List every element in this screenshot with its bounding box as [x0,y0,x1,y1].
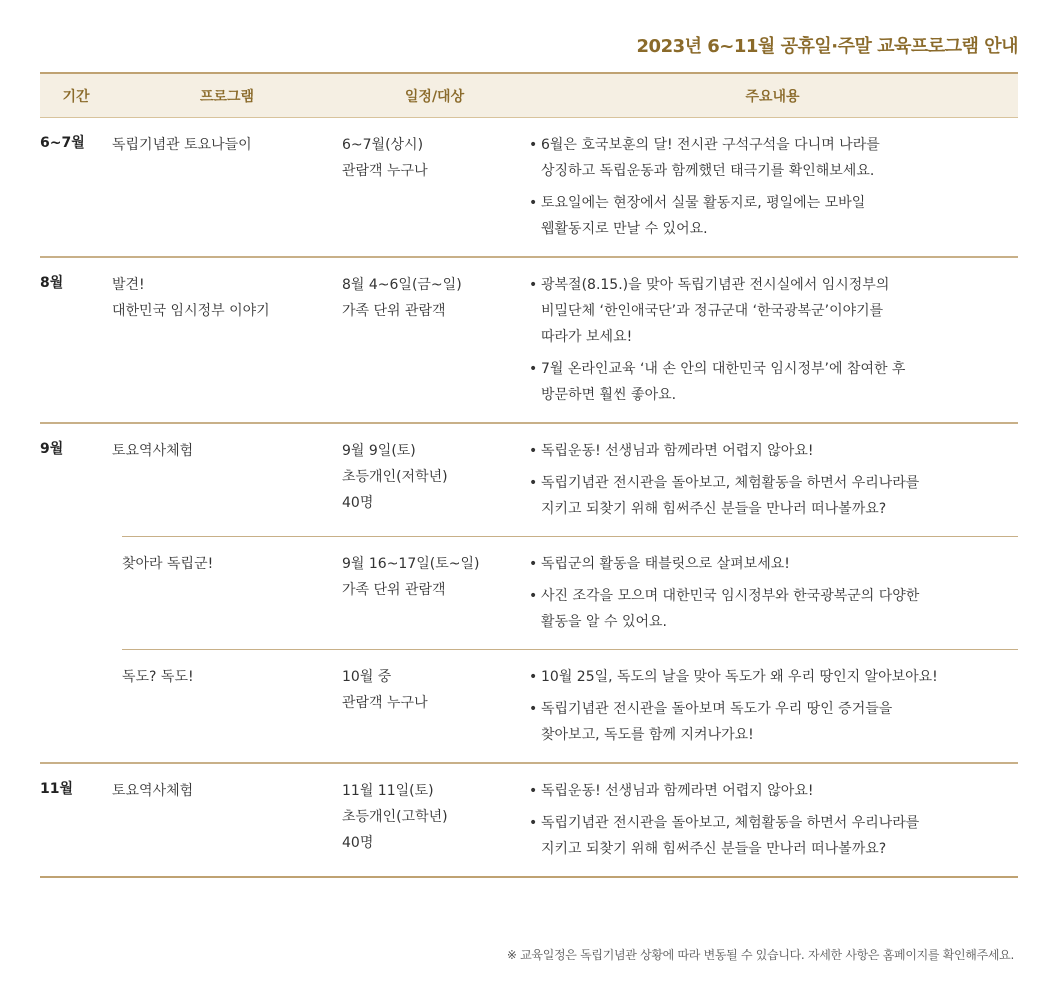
schedule-line: 10월 중 [342,669,392,685]
content [527,272,1018,408]
period-group [40,424,1018,764]
schedule-line: 11월 11일(토) [342,783,434,799]
content-line: • 독립기념관 전시관을 돌아보고, 체험활동을 하면서 우리나라를 [541,815,920,831]
content-line: 지키고 되찾기 위해 힘써주신 분들을 만나러 떠나볼까요? [541,501,887,517]
program-line: 독립기념관 토요나들이 [112,137,252,153]
content-bullet [527,190,1018,242]
content-line: • 사진 조각을 모으며 대한민국 임시정부와 한국광복군의 다양한 [541,588,920,604]
content-line: • 토요일에는 현장에서 실물 활동지로, 평일에는 모바일 [541,195,866,211]
content [527,664,1018,748]
content-line: • 독립운동! 선생님과 함께라면 어렵지 않아요! [541,443,814,459]
program-name [112,438,342,522]
schedule-line: 40명 [342,495,374,511]
table-row [112,258,1018,422]
program-table [40,72,1018,878]
schedule [342,132,527,242]
program-line: 찾아라 독립군! [122,556,214,572]
period-label: 6~7월 [40,135,85,151]
program-name [112,132,342,242]
schedule-line: 가족 단위 관람객 [342,303,446,319]
program-name [112,778,342,862]
content-bullet [527,132,1018,184]
program-line: 발견! [112,277,145,293]
content [527,778,1018,862]
table-row [112,118,1018,256]
table-row [112,764,1018,876]
content-bullet [527,664,1018,690]
content-line: • 독립운동! 선생님과 함께라면 어렵지 않아요! [541,783,814,799]
table-row [112,424,1018,536]
period-label: 8월 [40,275,64,291]
period-group [40,118,1018,258]
header-content: 주요내용 [745,88,800,105]
program-line: 토요역사체험 [112,443,194,459]
content-bullet [527,810,1018,862]
content-line: 방문하면 훨씬 좋아요. [541,387,677,403]
table-row [122,649,1018,762]
program-name [122,664,342,748]
program-rows [112,258,1018,422]
page-title: 2023년 6~11월 공휴일·주말 교육프로그램 안내 [636,36,1018,57]
content-bullet [527,356,1018,408]
period-label: 9월 [40,441,64,457]
program-name [122,551,342,635]
content-line: 찾아보고, 독도를 함께 지켜나가요! [541,727,754,743]
content-bullet [527,272,1018,350]
schedule-line: 8월 4~6일(금~일) [342,277,462,293]
schedule [342,778,527,862]
schedule [342,664,527,748]
content-line: • 6월은 호국보훈의 달! 전시관 구석구석을 다니며 나라를 [541,137,880,153]
schedule-line: 9월 9일(토) [342,443,416,459]
header-schedule: 일정/대상 [404,88,465,105]
content-line: 따라가 보세요! [541,329,633,345]
schedule [342,551,527,635]
table-row [122,536,1018,649]
content-line: • 독립기념관 전시관을 돌아보고, 체험활동을 하면서 우리나라를 [541,475,920,491]
program-line: 대한민국 임시정부 이야기 [112,303,270,319]
program-line: 토요역사체험 [112,783,194,799]
program-rows [112,764,1018,876]
content-line: 상징하고 독립운동과 함께했던 태극기를 확인해보세요. [541,163,875,179]
content-bullet [527,470,1018,522]
header-period: 기간 [62,88,90,105]
header-program: 프로그램 [199,88,255,105]
content [527,551,1018,635]
schedule-line: 40명 [342,835,374,851]
schedule-line: 관람객 누구나 [342,163,428,179]
content-bullet [527,583,1018,635]
content-line: 활동을 알 수 있어요. [541,614,667,630]
content [527,438,1018,522]
content-line: 웹활동지로 만날 수 있어요. [541,221,708,237]
content-line: • 독립기념관 전시관을 돌아보며 독도가 우리 땅인 증거들을 [541,701,893,717]
content-line: 지키고 되찾기 위해 힘써주신 분들을 만나러 떠나볼까요? [541,841,887,857]
content-line: 비밀단체 ‘한인애국단’과 정규군대 ‘한국광복군’이야기를 [541,303,884,319]
schedule-line: 6~7월(상시) [342,137,424,153]
content-bullet [527,438,1018,464]
content-bullet [527,778,1018,804]
period-group [40,764,1018,878]
schedule-line: 초등개인(고학년) [342,809,448,825]
content-line: • 독립군의 활동을 태블릿으로 살펴보세요! [541,556,790,572]
schedule [342,438,527,522]
program-line: 독도? 독도! [122,669,194,685]
schedule-line: 초등개인(저학년) [342,469,448,485]
program-name [112,272,342,408]
table-header [40,72,1018,118]
content-bullet [527,696,1018,748]
schedule-line: 9월 16~17일(토~일) [342,556,480,572]
period-group [40,258,1018,424]
footnote: ※ 교육일정은 독립기념관 상황에 따라 변동될 수 있습니다. 자세한 사항은 홈페이지를 확인해주세요. [506,948,1014,962]
content [527,132,1018,242]
program-rows [112,118,1018,256]
program-rows [112,424,1018,762]
period-label: 11월 [40,781,74,797]
table-body [40,118,1018,878]
schedule-line: 관람객 누구나 [342,695,428,711]
schedule-line: 가족 단위 관람객 [342,582,446,598]
content-line: • 7월 온라인교육 ‘내 손 안의 대한민국 임시정부’에 참여한 후 [541,361,906,377]
content-line: • 10월 25일, 독도의 날을 맞아 독도가 왜 우리 땅인지 알아보아요! [541,669,938,685]
content-bullet [527,551,1018,577]
schedule [342,272,527,408]
content-line: • 광복절(8.15.)을 맞아 독립기념관 전시실에서 임시정부의 [541,277,890,293]
